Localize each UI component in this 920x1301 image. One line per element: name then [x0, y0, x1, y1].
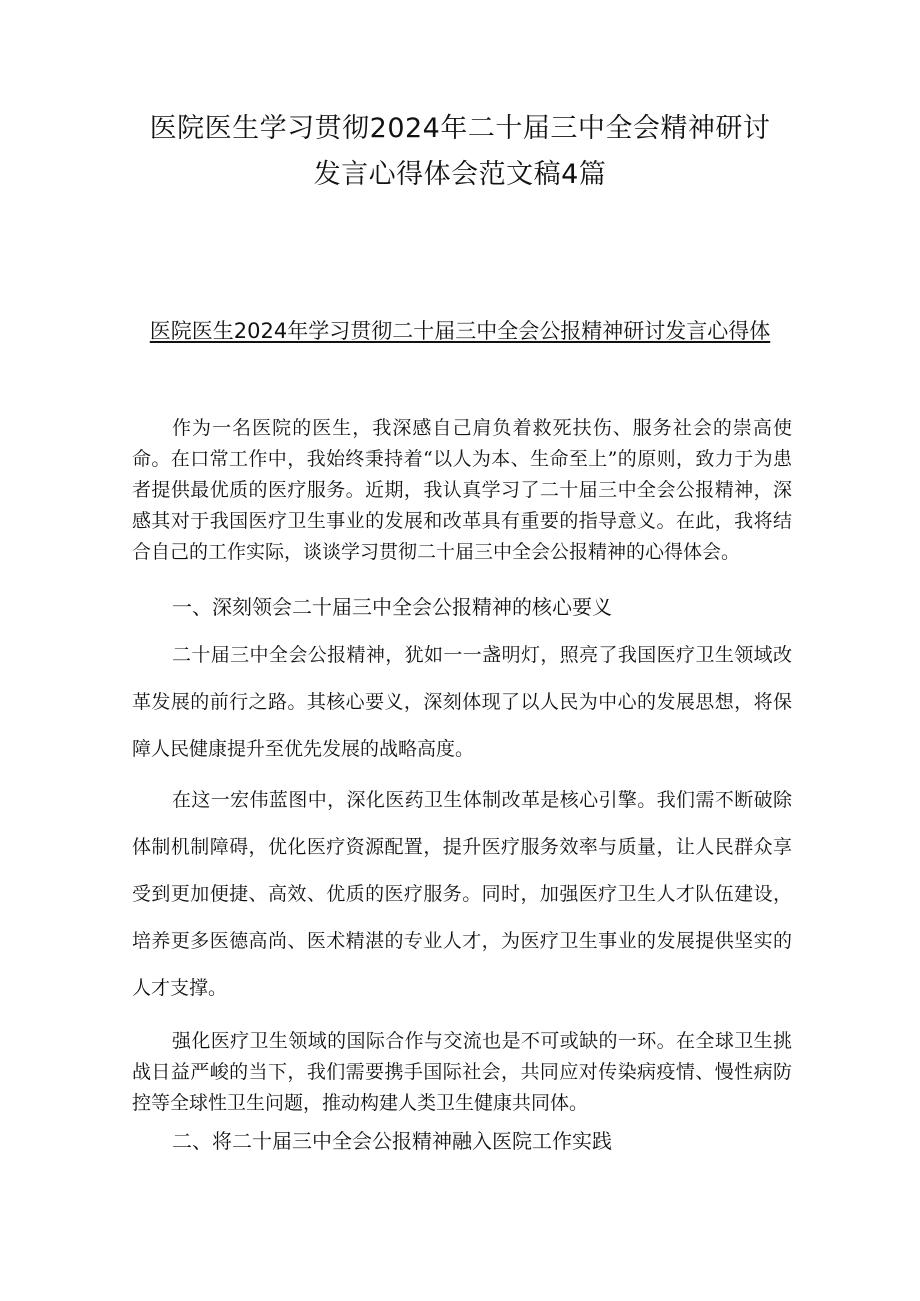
body-paragraph-3: 在这一宏伟蓝图中，深化医药卫生体制改革是核心引擎。我们需不断破除体制机制障碍，优化医疗资源配置，提升医疗服务效率与质量，让人民群众享受到更加便捷、高效、优质的医疗服务。同时，加强医疗卫生人才队伍建设，培养更多医德高尚、医术精湛的专业人才，为医疗卫生事业的发展提供坚实的人才支撑。	[132, 789, 792, 999]
document-title-line-1: 医院医生学习贯彻2024年二十届三中全会精神研讨	[149, 113, 771, 144]
body-paragraph-2: 二十届三中全会公报精神，犹如一一盏明灯，照亮了我国医疗卫生领域改革发展的前行之路。其核心要义，深刻体现了以人民为中心的发展思想，将保障人民健康提升至优先发展的战略高度。	[132, 644, 792, 760]
body-paragraph-4: 强化医疗卫生领域的国际合作与交流也是不可或缺的一环。在全球卫生挑战日益严峻的当下，我们需要携手国际社会，共同应对传染病疫情、慢性病防控等全球性卫生问题，推动构建人类卫生健康共同体。	[132, 1030, 792, 1114]
section-title: 医院医生2024年学习贯彻二十届三中全会公报精神研讨发言心得体	[149, 319, 771, 343]
section-heading-2: 二、将二十届三中全会公报精神融入医院工作实践	[172, 1129, 612, 1153]
document-title-line-2: 发言心得体会范文稿4篇	[313, 159, 607, 190]
document-title	[120, 106, 800, 198]
body-paragraph-intro: 作为一名医院的医生，我深感自己肩负着救死扶伤、服务社会的崇高使命。在口常工作中，我始终秉持着“以人为本、生命至上”的原则，致力于为患者提供最优质的医疗服务。近期，我认真学习了二十届三中全会公报精神，深感其对于我国医疗卫生事业的发展和改革具有重要的指导意义。在此，我将结合自己的工作实际，谈谈学习贯彻二十届三中全会公报精神的心得体会。	[132, 417, 792, 563]
section-heading-1: 一、深刻领会二十届三中全会公报精神的核心要义	[172, 595, 612, 619]
